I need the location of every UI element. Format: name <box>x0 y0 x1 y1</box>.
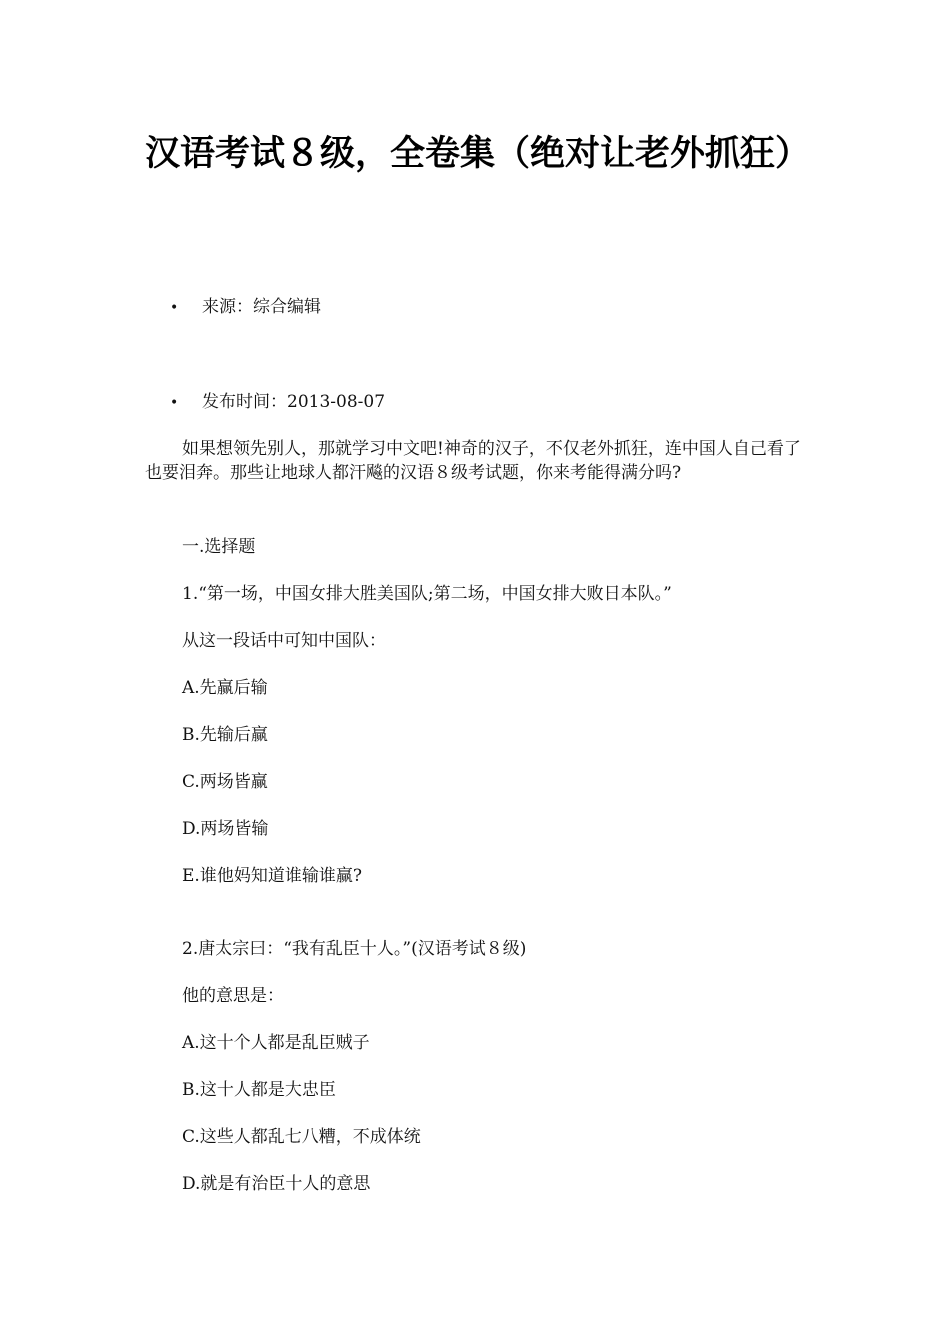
answer-option: D.两场皆输 <box>182 819 269 839</box>
question-prompt: 他的意思是： <box>182 986 284 1006</box>
question-stem: 1.“第一场，中国女排大胜美国队;第二场，中国女排大败日本队。” <box>182 584 672 604</box>
published-label: 发布时间：2013-08-07 <box>202 392 386 412</box>
meta-published <box>170 390 385 415</box>
question-stem: 2.唐太宗曰：“我有乱臣十人。”(汉语考试８级) <box>182 939 527 959</box>
answer-option: C.两场皆赢 <box>182 772 268 792</box>
section-heading: 一.选择题 <box>182 537 256 557</box>
meta-source <box>170 295 321 320</box>
answer-option: A.这十个人都是乱臣贼子 <box>182 1033 370 1053</box>
answer-option: B.这十人都是大忠臣 <box>182 1080 336 1100</box>
answer-option: C.这些人都乱七八糟，不成体统 <box>182 1127 421 1147</box>
bullet-icon: • <box>170 395 179 411</box>
answer-option: B.先输后赢 <box>182 725 268 745</box>
answer-option: D.就是有治臣十人的意思 <box>182 1174 371 1194</box>
intro-paragraph: 如果想领先别人，那就学习中文吧!神奇的汉子，不仅老外抓狂，连中国人自己看了也要泪奔。那些让地球人都汗飚的汉语８级考试题，你来考能得满分吗? <box>145 439 801 483</box>
article-title: 汉语考试８级，全卷集（绝对让老外抓狂） <box>145 134 811 174</box>
answer-option: A.先赢后输 <box>182 678 268 698</box>
source-label: 来源：综合编辑 <box>202 297 321 317</box>
bullet-icon: • <box>170 300 179 316</box>
answer-option: E.谁他妈知道谁输谁赢? <box>182 866 362 886</box>
question-prompt: 从这一段话中可知中国队： <box>182 631 386 651</box>
